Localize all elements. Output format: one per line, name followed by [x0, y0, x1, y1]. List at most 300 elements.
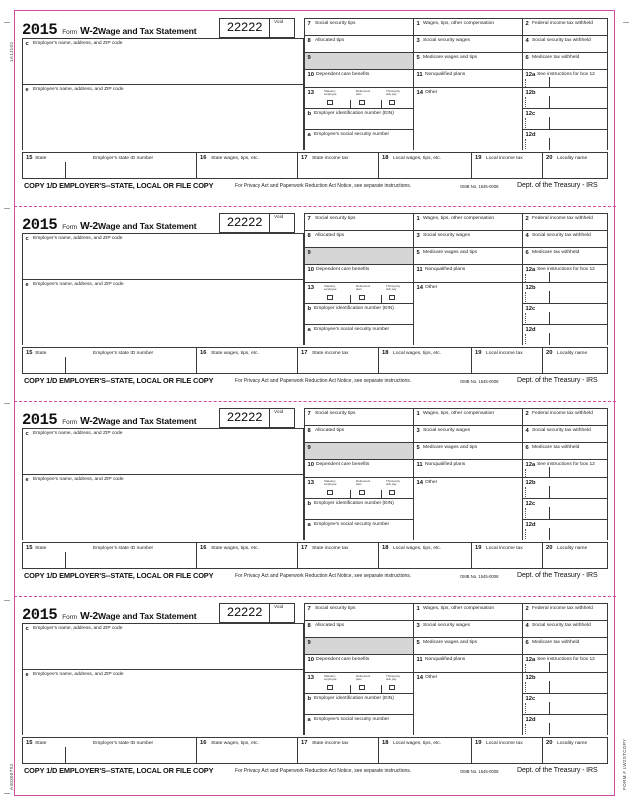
box-number: 9 [307, 249, 311, 256]
box-number: 12c [525, 500, 536, 507]
checkbox-retirement-plan[interactable] [359, 100, 365, 106]
divider [297, 738, 298, 764]
divider [549, 528, 550, 540]
box-label: Social security tax withheld [532, 233, 591, 238]
box-15-employer-state-id-label: Employer's state ID number [93, 155, 154, 161]
void-label: Void [274, 215, 284, 220]
divider [297, 348, 298, 374]
form-separator [22, 203, 608, 211]
box-2-federal-income-tax-withheld[interactable] [522, 18, 608, 35]
box-18-label: Local wages, tips, etc. [393, 740, 442, 746]
box-label: Medicare wages and tips [423, 445, 478, 450]
box-14-other[interactable] [413, 477, 522, 540]
box-b-ein[interactable] [304, 108, 413, 129]
divider [549, 272, 550, 282]
box-19-label: Local income tax [486, 740, 523, 746]
box-number: 12b [525, 674, 536, 681]
box-1-wages-tips-other-compensation[interactable] [413, 408, 522, 425]
box-8-allocated-tips[interactable] [304, 230, 413, 247]
box-7-social-security-tips[interactable] [304, 213, 413, 230]
box-letter: c [25, 430, 29, 437]
box-9-shaded [304, 637, 413, 654]
checkbox-statutory-employee[interactable] [327, 100, 333, 106]
box-number: 12b [525, 284, 536, 291]
box-6-medicare-tax-withheld[interactable] [522, 52, 608, 69]
control-number-box[interactable] [219, 603, 270, 623]
box-label: Medicare tax withheld [532, 445, 580, 450]
box-12c[interactable] [522, 108, 608, 129]
cb-line1: Third-party [386, 88, 400, 93]
form-title: Wage and Tax Statement [98, 221, 197, 231]
omb-number: OMB No. 1545-0008 [460, 573, 499, 579]
box-19-label: Local income tax [486, 350, 523, 356]
box-number: 5 [416, 54, 420, 61]
cb-line2: sick pay [386, 676, 397, 681]
box-15-state-label: State [35, 350, 47, 356]
box-12d[interactable] [522, 519, 608, 540]
box-1-wages-tips-other-compensation[interactable] [413, 603, 522, 620]
box-number: 14 [416, 284, 423, 291]
box-label: See instructions for box 12 [537, 267, 595, 272]
box-number: 20 [546, 740, 553, 746]
box-number: 9 [307, 444, 311, 451]
box-2-federal-income-tax-withheld[interactable] [522, 408, 608, 425]
cb-line2: employee [324, 481, 337, 486]
box-12d[interactable] [522, 714, 608, 735]
box-9-shaded [304, 247, 413, 264]
checkbox-retirement-plan[interactable] [359, 295, 365, 301]
box-number: 16 [200, 740, 207, 746]
divider [378, 348, 379, 374]
box-number: 6 [525, 639, 529, 646]
state-local-row [22, 737, 608, 764]
box-letter: b [307, 305, 312, 312]
box-7-social-security-tips[interactable] [304, 603, 413, 620]
checkbox-third-party-sick-pay[interactable] [389, 100, 395, 106]
box-11-nonqualified-plans[interactable] [413, 264, 522, 282]
box-label: Medicare tax withheld [532, 250, 580, 255]
box-c-employer-info[interactable] [22, 428, 304, 474]
box-7-social-security-tips[interactable] [304, 408, 413, 425]
box-number: 12d [525, 326, 536, 333]
box-number: 16 [200, 545, 207, 551]
box-10-dependent-care-benefits[interactable] [304, 654, 413, 672]
copy-designation: COPY 1/D EMPLOYER'S--STATE, LOCAL OR FILE COPY [24, 376, 214, 385]
box-number: 17 [301, 740, 308, 746]
divider [549, 312, 550, 324]
dotted-leader [525, 508, 526, 518]
divider [378, 543, 379, 569]
box-a-ssn[interactable] [304, 714, 413, 735]
control-number: 22222 [226, 411, 263, 425]
box-16-label: State wages, tips, etc. [211, 350, 259, 356]
crop-mark [623, 22, 629, 23]
dotted-leader [525, 274, 526, 282]
cb-line1: Retirement [356, 478, 371, 483]
box-13-retirement-label [356, 480, 382, 487]
box-number: 19 [475, 350, 482, 356]
divider [381, 295, 382, 303]
box-12c[interactable] [522, 693, 608, 714]
box-7-social-security-tips[interactable] [304, 18, 413, 35]
box-16-label: State wages, tips, etc. [211, 740, 259, 746]
void-box[interactable] [270, 213, 295, 233]
box-c-employer-info[interactable] [22, 233, 304, 279]
box-number: 13 [307, 479, 314, 486]
box-8-allocated-tips[interactable] [304, 620, 413, 637]
form-separator [22, 398, 608, 406]
box-number: 3 [416, 427, 420, 434]
box-b-ein[interactable] [304, 498, 413, 519]
box-12b[interactable] [522, 87, 608, 108]
box-a-ssn[interactable] [304, 129, 413, 150]
dotted-leader [525, 334, 526, 344]
box-10-dependent-care-benefits[interactable] [304, 264, 413, 282]
box-label: Employee's social security number [314, 717, 390, 722]
box-12b[interactable] [522, 477, 608, 498]
box-5-medicare-wages-and-tips[interactable] [413, 442, 522, 459]
cb-line1: Third-party [386, 283, 400, 288]
form-word: Form [62, 224, 78, 231]
side-code-right-bottom: FORM # LW2STCOPY [622, 738, 627, 790]
control-number-box[interactable] [219, 213, 270, 233]
cb-line1: Third-party [386, 673, 400, 678]
box-number: 2 [525, 410, 529, 417]
void-label: Void [274, 605, 284, 610]
box-number: 12d [525, 521, 536, 528]
box-number: 3 [416, 622, 420, 629]
box-label: Employee's social security number [314, 132, 390, 137]
box-10-dependent-care-benefits[interactable] [304, 459, 413, 477]
box-3-social-security-wages[interactable] [413, 35, 522, 52]
cb-line2: employee [324, 676, 337, 681]
divider [196, 738, 197, 764]
box-6-medicare-tax-withheld[interactable] [522, 442, 608, 459]
box-4-social-security-tax-withheld[interactable] [522, 425, 608, 442]
box-12c[interactable] [522, 498, 608, 519]
box-b-ein[interactable] [304, 693, 413, 714]
divider [350, 100, 351, 108]
box-number: 12c [525, 695, 536, 702]
box-13-checkboxes[interactable] [304, 282, 413, 303]
divider [549, 507, 550, 519]
box-label: Dependent care benefits [316, 657, 370, 662]
box-label: Employee's social security number [314, 522, 390, 527]
box-12d[interactable] [522, 324, 608, 345]
box-number: 3 [416, 37, 420, 44]
checkbox-third-party-sick-pay[interactable] [389, 295, 395, 301]
box-label: Federal income tax withheld [532, 216, 593, 221]
box-11-nonqualified-plans[interactable] [413, 459, 522, 477]
box-number: 12d [525, 716, 536, 723]
box-number: 11 [416, 461, 423, 468]
box-label: Dependent care benefits [316, 462, 370, 467]
box-b-ein[interactable] [304, 303, 413, 324]
box-e-employee-info[interactable] [22, 279, 304, 345]
box-8-allocated-tips[interactable] [304, 35, 413, 52]
department-label: Dept. of the Treasury - IRS [517, 376, 598, 384]
box-label: Other [425, 90, 438, 95]
crop-mark [4, 22, 10, 23]
box-19-label: Local income tax [486, 155, 523, 161]
box-3-social-security-wages[interactable] [413, 230, 522, 247]
divider [196, 348, 197, 374]
box-number: 13 [307, 284, 314, 291]
box-label: Medicare tax withheld [532, 640, 580, 645]
form-word: Form [62, 29, 78, 36]
box-e-employee-info[interactable] [22, 84, 304, 150]
checkbox-retirement-plan[interactable] [359, 685, 365, 691]
box-label: Other [425, 480, 438, 485]
box-label: Wages, tips, other compensation [423, 216, 495, 221]
box-letter: c [25, 625, 29, 632]
side-code-left-top: 1A1J102 [9, 41, 14, 62]
box-12c[interactable] [522, 303, 608, 324]
box-1-wages-tips-other-compensation[interactable] [413, 213, 522, 230]
box-label: Allocated tips [315, 38, 345, 43]
checkbox-third-party-sick-pay[interactable] [389, 685, 395, 691]
dotted-leader [525, 97, 526, 107]
box-label: Allocated tips [315, 623, 345, 628]
tax-year: 2015 [22, 411, 58, 429]
box-13-retirement-label [356, 90, 382, 97]
privacy-notice: For Privacy Act and Paperwork Reduction Act Notice, see separate instructions. [235, 183, 412, 189]
box-number: 5 [416, 639, 420, 646]
box-letter: a [307, 326, 311, 333]
cb-line2: sick pay [386, 91, 397, 96]
box-letter: a [307, 521, 311, 528]
box-a-ssn[interactable] [304, 324, 413, 345]
box-number: 15 [26, 740, 33, 746]
box-17-label: State income tax [312, 740, 349, 746]
box-c-employer-info[interactable] [22, 38, 304, 84]
w2-form-copy [22, 601, 608, 788]
box-13-checkboxes[interactable] [304, 672, 413, 693]
divider [549, 77, 550, 87]
cb-line2: employee [324, 91, 337, 96]
divider [549, 702, 550, 714]
side-code-left-bottom: A403007S2 [9, 763, 14, 790]
box-3-social-security-wages[interactable] [413, 425, 522, 442]
box-17-label: State income tax [312, 545, 349, 551]
void-box[interactable] [270, 408, 295, 428]
box-label: Social security tips [315, 21, 356, 26]
box-number: 6 [525, 444, 529, 451]
dotted-leader [525, 313, 526, 323]
box-number: 20 [546, 155, 553, 161]
box-letter: c [25, 40, 29, 47]
box-4-social-security-tax-withheld[interactable] [522, 230, 608, 247]
box-6-medicare-tax-withheld[interactable] [522, 247, 608, 264]
checkbox-third-party-sick-pay[interactable] [389, 490, 395, 496]
form-separator [22, 593, 608, 601]
box-e-employee-info[interactable] [22, 669, 304, 735]
box-number: 13 [307, 89, 314, 96]
divider [542, 348, 543, 374]
box-number: 9 [307, 54, 311, 61]
divider [549, 333, 550, 345]
divider [471, 153, 472, 179]
box-number: 6 [525, 54, 529, 61]
box-13-statutory-label [324, 285, 350, 292]
box-15-state-label: State [35, 545, 47, 551]
box-12b[interactable] [522, 672, 608, 693]
box-12d[interactable] [522, 129, 608, 150]
box-12a[interactable] [522, 264, 608, 282]
box-number: 11 [416, 266, 423, 273]
divider [471, 348, 472, 374]
box-label: Employer's name, address, and ZIP code [33, 236, 123, 241]
divider [549, 486, 550, 498]
box-5-medicare-wages-and-tips[interactable] [413, 637, 522, 654]
box-label: See instructions for box 12 [537, 462, 595, 467]
box-18-label: Local wages, tips, etc. [393, 350, 442, 356]
dotted-leader [525, 487, 526, 497]
box-letter: b [307, 695, 312, 702]
box-17-label: State income tax [312, 155, 349, 161]
box-15-employer-state-id-label: Employer's state ID number [93, 545, 154, 551]
box-1-wages-tips-other-compensation[interactable] [413, 18, 522, 35]
void-label: Void [274, 410, 284, 415]
box-number: 18 [382, 545, 389, 551]
void-box[interactable] [270, 18, 295, 38]
box-5-medicare-wages-and-tips[interactable] [413, 247, 522, 264]
checkbox-statutory-employee[interactable] [327, 490, 333, 496]
box-label: Medicare tax withheld [532, 55, 580, 60]
form-id: W-2 [80, 26, 99, 37]
void-box[interactable] [270, 603, 295, 623]
omb-number: OMB No. 1545-0008 [460, 378, 499, 384]
box-20-label: Locality name [557, 155, 588, 161]
box-11-nonqualified-plans[interactable] [413, 654, 522, 672]
box-e-employee-info[interactable] [22, 474, 304, 540]
box-4-social-security-tax-withheld[interactable] [522, 35, 608, 52]
crop-mark [4, 600, 10, 601]
box-letter: c [25, 235, 29, 242]
box-label: Employee's social security number [314, 327, 390, 332]
box-number: 7 [307, 215, 311, 222]
box-20-label: Locality name [557, 350, 588, 356]
box-12a[interactable] [522, 654, 608, 672]
divider [471, 738, 472, 764]
control-number: 22222 [226, 21, 263, 35]
box-label: Nonqualified plans [425, 267, 466, 272]
box-2-federal-income-tax-withheld[interactable] [522, 603, 608, 620]
box-12a[interactable] [522, 69, 608, 87]
omb-number: OMB No. 1545-0008 [460, 768, 499, 774]
form-word: Form [62, 614, 78, 621]
box-label: Social security wages [423, 233, 471, 238]
control-number: 22222 [226, 216, 263, 230]
copy-designation: COPY 1/D EMPLOYER'S--STATE, LOCAL OR FILE COPY [24, 181, 214, 190]
box-15-state-label: State [35, 740, 47, 746]
divider [549, 291, 550, 303]
box-13-checkboxes[interactable] [304, 87, 413, 108]
box-label: Dependent care benefits [316, 267, 370, 272]
divider [549, 138, 550, 150]
box-10-dependent-care-benefits[interactable] [304, 69, 413, 87]
box-8-allocated-tips[interactable] [304, 425, 413, 442]
box-number: 8 [307, 37, 311, 44]
box-a-ssn[interactable] [304, 519, 413, 540]
cb-line2: plan [356, 676, 362, 681]
crop-mark [4, 208, 10, 209]
department-label: Dept. of the Treasury - IRS [517, 571, 598, 579]
box-label: Dependent care benefits [316, 72, 370, 77]
box-11-nonqualified-plans[interactable] [413, 69, 522, 87]
box-20-label: Locality name [557, 545, 588, 551]
box-5-medicare-wages-and-tips[interactable] [413, 52, 522, 69]
box-15-state-label: State [35, 155, 47, 161]
dotted-leader [525, 79, 526, 87]
w2-form-copy [22, 16, 608, 203]
box-number: 15 [26, 350, 33, 356]
box-14-other[interactable] [413, 672, 522, 735]
divider [378, 738, 379, 764]
box-number: 16 [200, 155, 207, 161]
box-13-thirdparty-label [386, 90, 412, 97]
box-number: 19 [475, 740, 482, 746]
checkbox-statutory-employee[interactable] [327, 685, 333, 691]
tax-year: 2015 [22, 606, 58, 624]
box-number: 12d [525, 131, 536, 138]
box-c-employer-info[interactable] [22, 623, 304, 669]
checkbox-retirement-plan[interactable] [359, 490, 365, 496]
privacy-notice: For Privacy Act and Paperwork Reduction Act Notice, see separate instructions. [235, 768, 412, 774]
box-label: Social security wages [423, 38, 471, 43]
box-15-employer-state-id-label: Employer's state ID number [93, 740, 154, 746]
box-14-other[interactable] [413, 282, 522, 345]
box-number: 12a [525, 71, 536, 78]
divider [297, 153, 298, 179]
box-label: Medicare wages and tips [423, 250, 478, 255]
divider [196, 543, 197, 569]
box-6-medicare-tax-withheld[interactable] [522, 637, 608, 654]
cb-line1: Statutory [324, 673, 336, 678]
box-13-checkboxes[interactable] [304, 477, 413, 498]
control-number-box[interactable] [219, 18, 270, 38]
box-4-social-security-tax-withheld[interactable] [522, 620, 608, 637]
checkbox-statutory-employee[interactable] [327, 295, 333, 301]
divider [65, 747, 66, 764]
box-label: Other [425, 675, 438, 680]
divider [549, 723, 550, 735]
box-12b[interactable] [522, 282, 608, 303]
cb-line2: plan [356, 91, 362, 96]
box-label: See instructions for box 12 [537, 657, 595, 662]
divider [549, 467, 550, 477]
form-footer [22, 570, 608, 583]
cb-line1: Third-party [386, 478, 400, 483]
box-number: 11 [416, 71, 423, 78]
state-local-row [22, 542, 608, 569]
box-12a[interactable] [522, 459, 608, 477]
box-2-federal-income-tax-withheld[interactable] [522, 213, 608, 230]
box-14-other[interactable] [413, 87, 522, 150]
box-13-statutory-label [324, 675, 350, 682]
cb-line2: plan [356, 286, 362, 291]
box-number: 12a [525, 461, 536, 468]
box-label: Social security wages [423, 623, 471, 628]
box-19-label: Local income tax [486, 545, 523, 551]
department-label: Dept. of the Treasury - IRS [517, 766, 598, 774]
cb-line1: Statutory [324, 88, 336, 93]
box-label: Social security tips [315, 411, 356, 416]
box-3-social-security-wages[interactable] [413, 620, 522, 637]
box-letter: e [25, 671, 29, 678]
box-number: 10 [307, 461, 314, 468]
control-number-box[interactable] [219, 408, 270, 428]
